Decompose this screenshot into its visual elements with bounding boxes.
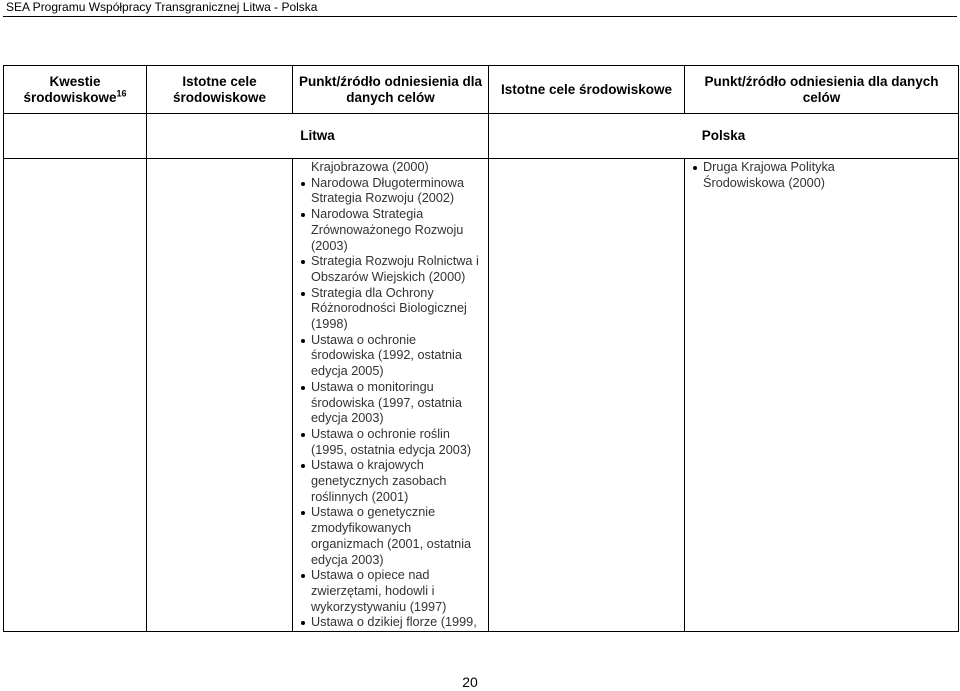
column-header-pl-goals: Istotne cele środowiskowe [489, 66, 685, 114]
lt-source-list [293, 159, 488, 631]
pl-source-list [685, 159, 958, 191]
table-row [4, 159, 959, 632]
document-header: SEA Programu Współpracy Transgranicznej Litwa - Polska [6, 0, 318, 14]
list-item: Środowiskowa (2000) [703, 175, 825, 190]
lt-goals-cell [147, 159, 293, 632]
list-item: roślinnych (2001) [311, 489, 409, 504]
list-item: zwierzętami, hodowli i [311, 583, 435, 598]
page-number: 20 [462, 674, 478, 690]
list-item: edycja 2005) [311, 364, 384, 379]
list-item: Narodowa Długoterminowa [301, 176, 484, 192]
country-header-lithuania: Litwa [147, 114, 489, 159]
list-item: Ustawa o monitoringu [301, 380, 484, 396]
list-item: Strategia Rozwoju (2002) [311, 191, 455, 206]
list-item: Strategia Rozwoju Rolnictwa i [301, 254, 484, 270]
list-item: organizmach (2001, ostatnia [311, 536, 472, 551]
pl-source-cell [685, 159, 959, 632]
pl-goals-cell [489, 159, 685, 632]
list-item: wykorzystywaniu (1997) [311, 599, 447, 614]
column-header-issues-label: Kwestie środowiskowe [23, 73, 117, 105]
column-header-pl-source: Punkt/źródło odniesienia dla danych celów [685, 66, 959, 114]
list-item: Strategia dla Ochrony [301, 286, 484, 302]
issues-cell [4, 159, 147, 632]
list-item: Ustawa o opiece nad [301, 568, 484, 584]
list-item: Różnorodności Biologicznej [311, 301, 467, 316]
list-item: (1998) [311, 317, 348, 332]
country-header-poland: Polska [489, 114, 959, 159]
list-item: edycja 2003) [311, 411, 384, 426]
list-item: Ustawa o ochronie [301, 333, 484, 349]
column-header-row [4, 66, 959, 114]
list-item: środowiska (1992, ostatnia [311, 348, 462, 363]
country-header-row [4, 114, 959, 159]
list-item: Narodowa Strategia [301, 207, 484, 223]
list-item: Ustawa o krajowych [301, 458, 484, 474]
footnote-marker: 16 [116, 88, 127, 98]
column-header-issues [4, 66, 147, 114]
list-item: (2003) [311, 238, 348, 253]
list-item: Krajobrazowa (2000) [311, 160, 429, 174]
list-item: Ustawa o dzikiej florze (1999, [301, 615, 484, 631]
lt-source-cell [293, 159, 489, 632]
empty-country-cell [4, 114, 147, 159]
list-item: zmodyfikowanych [311, 521, 412, 536]
list-item: (1995, ostatnia edycja 2003) [311, 442, 472, 457]
column-header-lt-goals: Istotne cele środowiskowe [147, 66, 293, 114]
list-item: Ustawa o genetycznie [301, 505, 484, 521]
list-item: genetycznych zasobach [311, 474, 447, 489]
environmental-objectives-table [3, 65, 959, 632]
column-header-lt-source: Punkt/źródło odniesienia dla danych celów [293, 66, 489, 114]
list-item: Ustawa o ochronie roślin [301, 427, 484, 443]
list-item: środowiska (1997, ostatnia [311, 395, 462, 410]
list-item: Zrównoważonego Rozwoju [311, 222, 464, 237]
list-item: Obszarów Wiejskich (2000) [311, 269, 466, 284]
list-item: Druga Krajowa Polityka [693, 160, 954, 176]
list-item: edycja 2003) [311, 552, 384, 567]
header-divider [3, 16, 957, 17]
